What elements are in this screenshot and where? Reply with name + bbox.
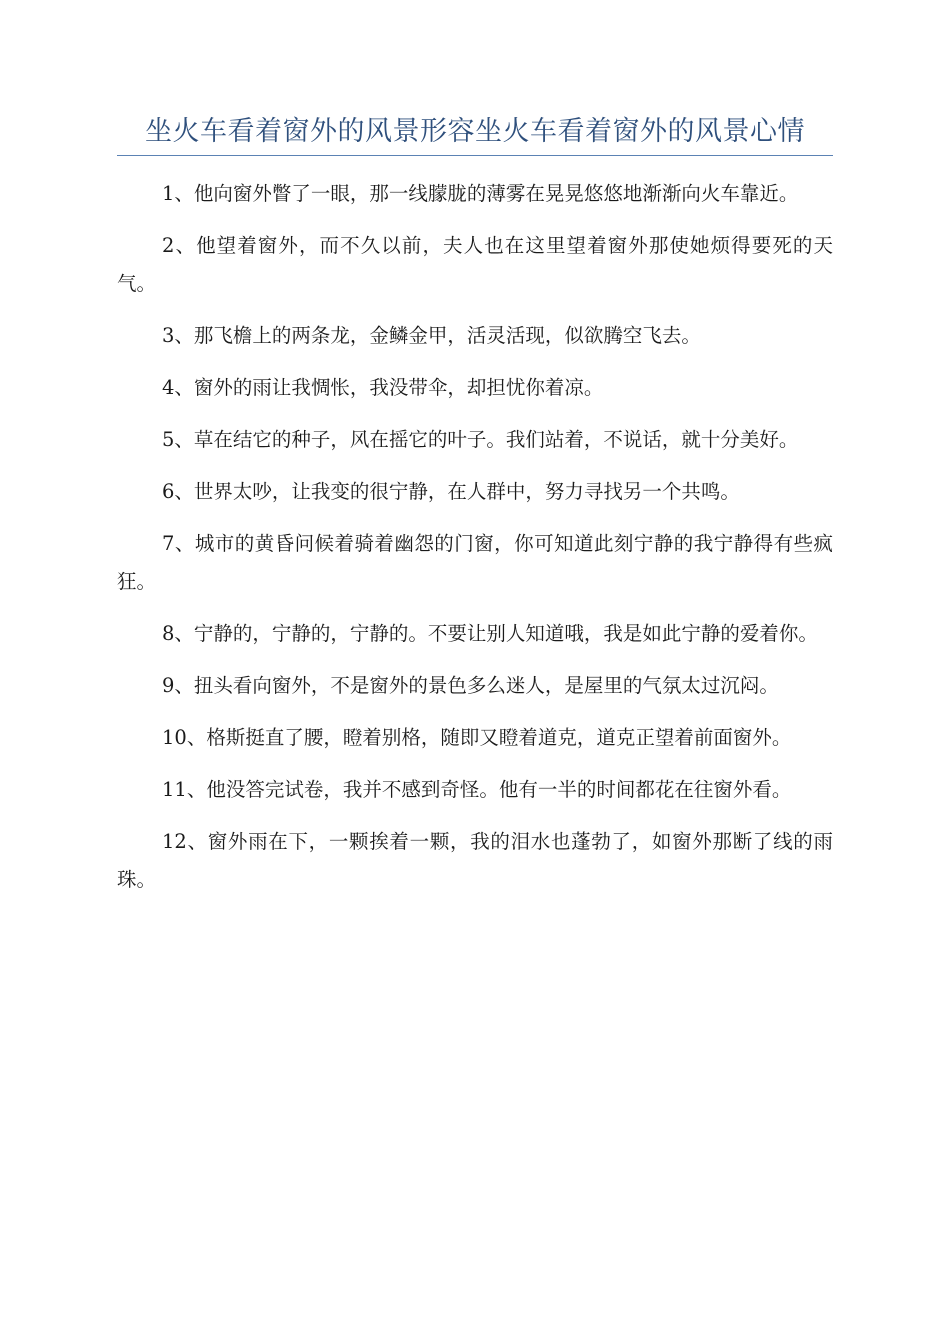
paragraph-8: 8、宁静的，宁静的，宁静的。不要让别人知道哦，我是如此宁静的爱着你。: [162, 622, 818, 645]
paragraph-9: 9、扭头看向窗外，不是窗外的景色多么迷人，是屋里的气氛太过沉闷。: [162, 674, 779, 697]
paragraph-11: 11、他没答完试卷，我并不感到奇怪。他有一半的时间都花在往窗外看。: [162, 778, 792, 801]
page-title: 坐火车看着窗外的风景形容坐火车看着窗外的风景心情: [145, 116, 805, 147]
paragraph-6: 6、世界太吵，让我变的很宁静，在人群中，努力寻找另一个共鸣。: [162, 480, 740, 503]
title-underline: [117, 155, 833, 156]
document-body: [117, 175, 833, 913]
paragraph-2: 2、他望着窗外，而不久以前，夫人也在这里望着窗外那使她烦得要死的天气。: [117, 234, 833, 295]
paragraph-3: 3、那飞檐上的两条龙，金鳞金甲，活灵活现，似欲腾空飞去。: [162, 324, 701, 347]
paragraph-1: 1、他向窗外瞥了一眼，那一线朦胧的薄雾在晃晃悠悠地渐渐向火车靠近。: [162, 182, 799, 205]
paragraph-7: 7、城市的黄昏问候着骑着幽怨的门窗，你可知道此刻宁静的我宁静得有些疯狂。: [117, 532, 833, 593]
paragraph-10: 10、格斯挺直了腰，瞪着别格，随即又瞪着道克，道克正望着前面窗外。: [162, 726, 792, 749]
paragraph-5: 5、草在结它的种子，风在摇它的叶子。我们站着，不说话，就十分美好。: [162, 428, 799, 451]
paragraph-4: 4、窗外的雨让我惆怅，我没带伞，却担忧你着凉。: [162, 376, 604, 399]
paragraph-12: 12、窗外雨在下，一颗挨着一颗，我的泪水也蓬勃了，如窗外那断了线的雨珠。: [117, 830, 833, 891]
